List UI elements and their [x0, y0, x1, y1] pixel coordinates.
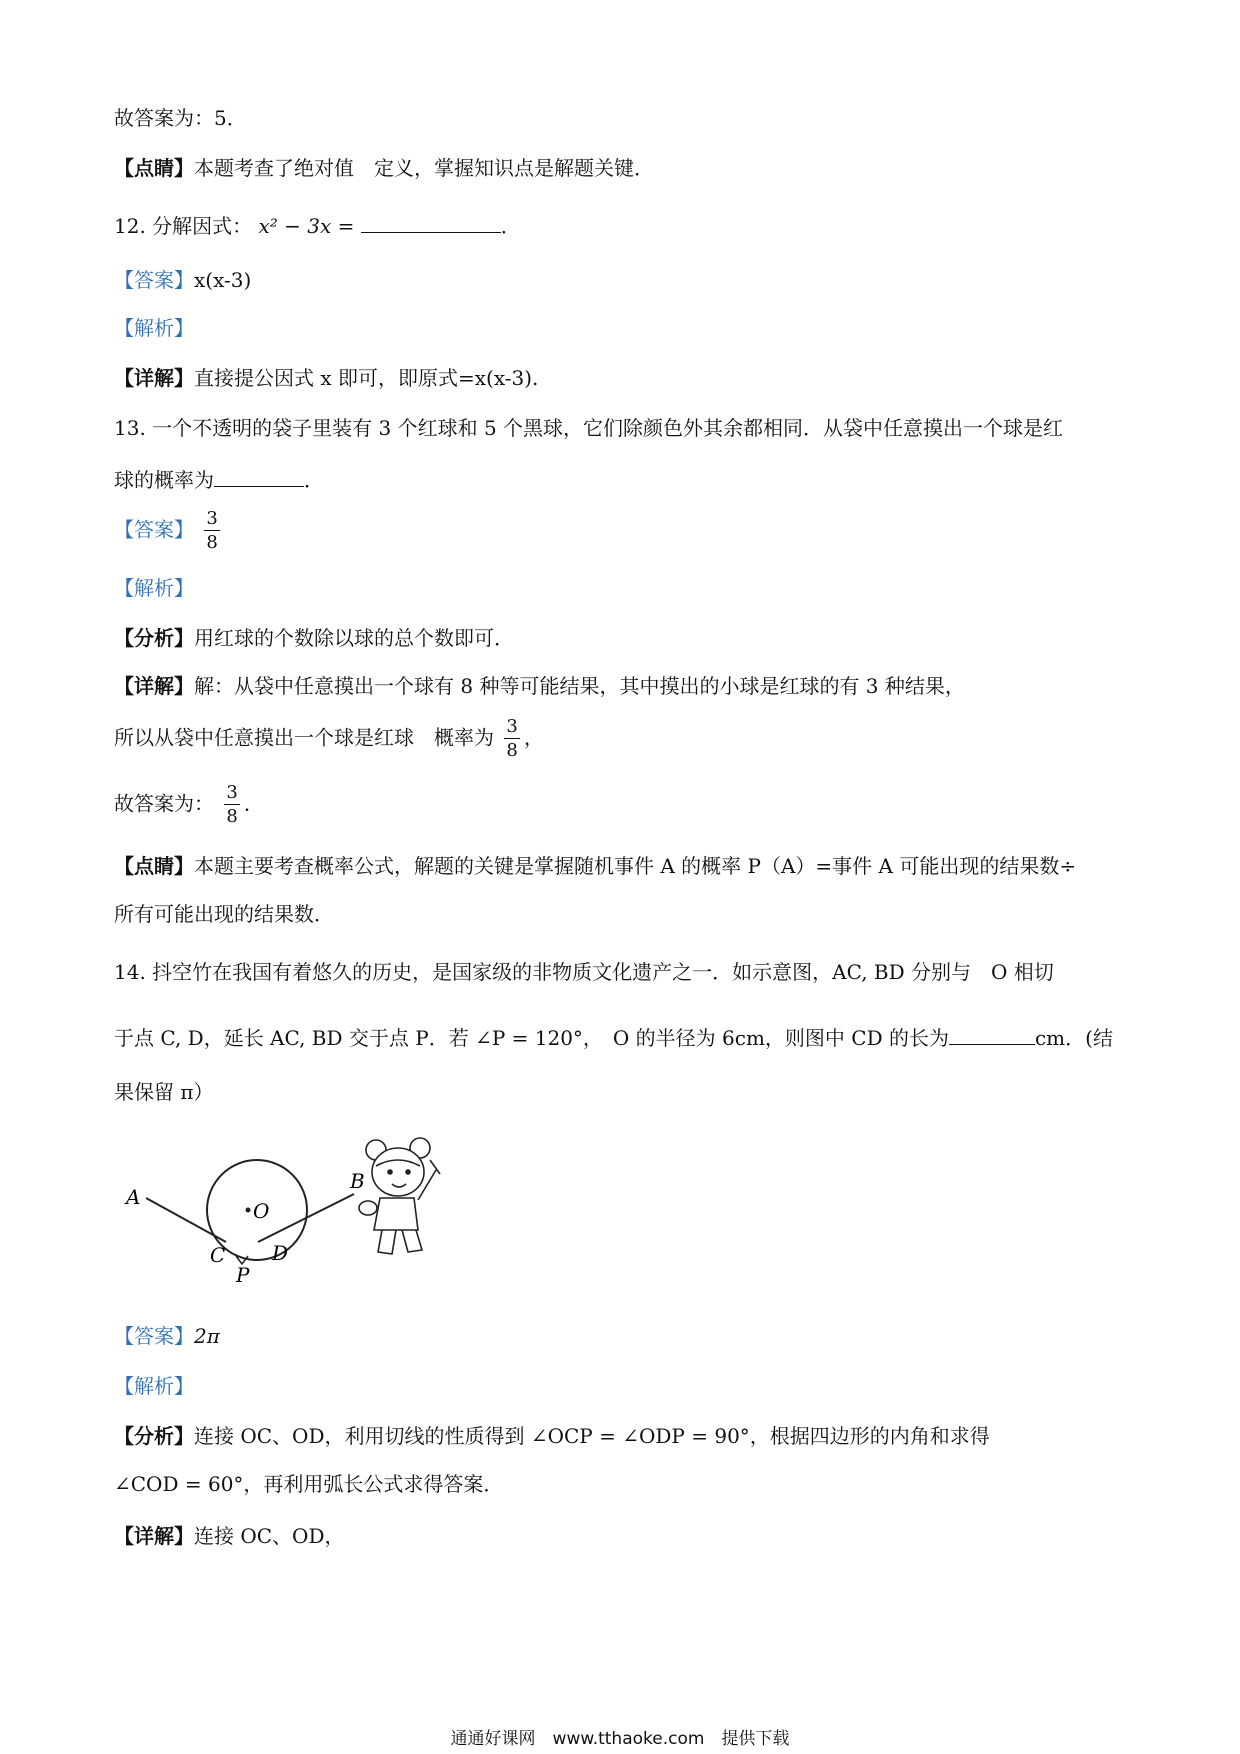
- detail-12: [114, 368, 538, 388]
- answer-12: [114, 270, 251, 290]
- question-13-line-2b: ．: [304, 468, 324, 492]
- detail-14: [114, 1526, 345, 1546]
- comment-13: [114, 856, 1076, 876]
- question-14-line-2b: cm．(结: [1034, 1026, 1113, 1050]
- answer-blank-13: [214, 468, 304, 487]
- answer-13: [114, 510, 224, 552]
- cartoon-child-illustration: [359, 1138, 440, 1254]
- question-14-line-2a: 于点 C, D，延长 AC, BD 交于点 P．若 ∠P = 120°， O 的半径为 6cm，则图中 CD 的长为: [114, 1026, 949, 1050]
- answer-14: [114, 1326, 220, 1346]
- comment-tag: 【点睛】: [114, 156, 194, 180]
- detail-13-line-2-text: 所以从袋中任意摸出一个球是红球 概率为: [114, 725, 494, 750]
- analysis-14-text: 连接 OC、OD，利用切线的性质得到 ∠OCP = ∠ODP = 90°，根据四边形的内角和求得: [194, 1424, 990, 1448]
- comment-text: 本题考查了绝对值 定义，掌握知识点是解题关键．: [194, 156, 654, 180]
- fraction: $\frac{3}{8}$: [226, 782, 238, 827]
- label-p: P: [236, 1263, 250, 1287]
- question-12-expression: x² − 3x =: [258, 214, 355, 238]
- comment-13-line-2: 所有可能出现的结果数．: [114, 902, 334, 926]
- comment-tag: 【点睛】: [114, 854, 194, 878]
- analysis-tag-13: 【解析】: [114, 576, 194, 600]
- question-12-prefix: 12. 分解因式：: [114, 214, 253, 238]
- question-14-line-2: [114, 1026, 1113, 1048]
- detail-13: [114, 676, 965, 696]
- detail-tag: 【详解】: [114, 1524, 194, 1548]
- detail-13-line-3: [114, 784, 264, 826]
- analysis-sub-tag: 【分析】: [114, 626, 194, 650]
- answer-14-text: 2π: [194, 1324, 220, 1348]
- answer-tag: 【答案】: [114, 1324, 194, 1348]
- detail-13-text: 解：从袋中任意摸出一个球有 8 种等可能结果，其中摸出的小球是红球的有 3 种结果，: [194, 674, 965, 698]
- fraction: $\frac{3}{8}$: [206, 508, 218, 553]
- question-13-line-2: [114, 468, 324, 490]
- analysis-sub-tag: 【分析】: [114, 1424, 194, 1448]
- detail-13-line-2-end: ，: [523, 725, 544, 750]
- detail-13-line-3-text: 故答案为：: [114, 791, 214, 816]
- answer-blank-12: [361, 214, 501, 233]
- answer-blank-14: [949, 1026, 1035, 1045]
- label-c: C: [210, 1243, 226, 1267]
- answer-12-text: x(x-3): [194, 268, 252, 292]
- comment-13-text: 本题主要考查概率公式，解题的关键是掌握随机事件 A 的概率 P（A）=事件 A 可能出现的结果数÷: [194, 854, 1077, 878]
- question-13-line-1: 13. 一个不透明的袋子里装有 3 个红球和 5 个黑球，它们除颜色外其余都相同．从袋中任意摸出一个球是红: [114, 416, 1064, 440]
- page-footer: 通通好课网 www.tthaoke.com 提供下载: [450, 1729, 790, 1749]
- question-12-end: ．: [500, 214, 521, 238]
- label-d: D: [272, 1241, 289, 1265]
- analysis-tag-12: 【解析】: [114, 316, 194, 340]
- analysis-tag-14: 【解析】: [114, 1374, 194, 1398]
- fraction: $\frac{3}{8}$: [506, 716, 518, 761]
- comment-line-11: [114, 158, 654, 178]
- geometry-figure: [118, 1130, 478, 1300]
- detail-13-line-2: [114, 718, 544, 760]
- question-12: [114, 214, 521, 236]
- label-b: B: [350, 1169, 365, 1193]
- answer-tag: 【答案】: [114, 517, 194, 542]
- detail-13-line-3-end: ．: [243, 791, 264, 816]
- detail-12-text: 直接提公因式 x 即可，即原式=x(x-3).: [194, 366, 539, 390]
- question-14-line-3: 果保留 π）: [114, 1080, 214, 1104]
- analysis-13-text: 用红球的个数除以球的总个数即可．: [194, 626, 514, 650]
- question-13-line-2a: 球的概率为: [114, 468, 214, 492]
- analysis-14: [114, 1426, 990, 1446]
- detail-tag: 【详解】: [114, 674, 194, 698]
- label-a: A: [126, 1185, 141, 1209]
- analysis-14-line-2: ∠COD = 60°，再利用弧长公式求得答案．: [114, 1472, 504, 1496]
- center-point: [246, 1208, 251, 1213]
- answer-tag: 【答案】: [114, 268, 194, 292]
- answer-line-11: 故答案为：5．: [114, 106, 247, 130]
- detail-14-text: 连接 OC、OD，: [194, 1524, 345, 1548]
- label-o: O: [253, 1199, 270, 1223]
- detail-tag: 【详解】: [114, 366, 194, 390]
- analysis-13: [114, 628, 514, 648]
- question-14-line-1: 14. 抖空竹在我国有着悠久的历史，是国家级的非物质文化遗产之一．如示意图，AC, BD 分别与 O 相切: [114, 960, 1054, 984]
